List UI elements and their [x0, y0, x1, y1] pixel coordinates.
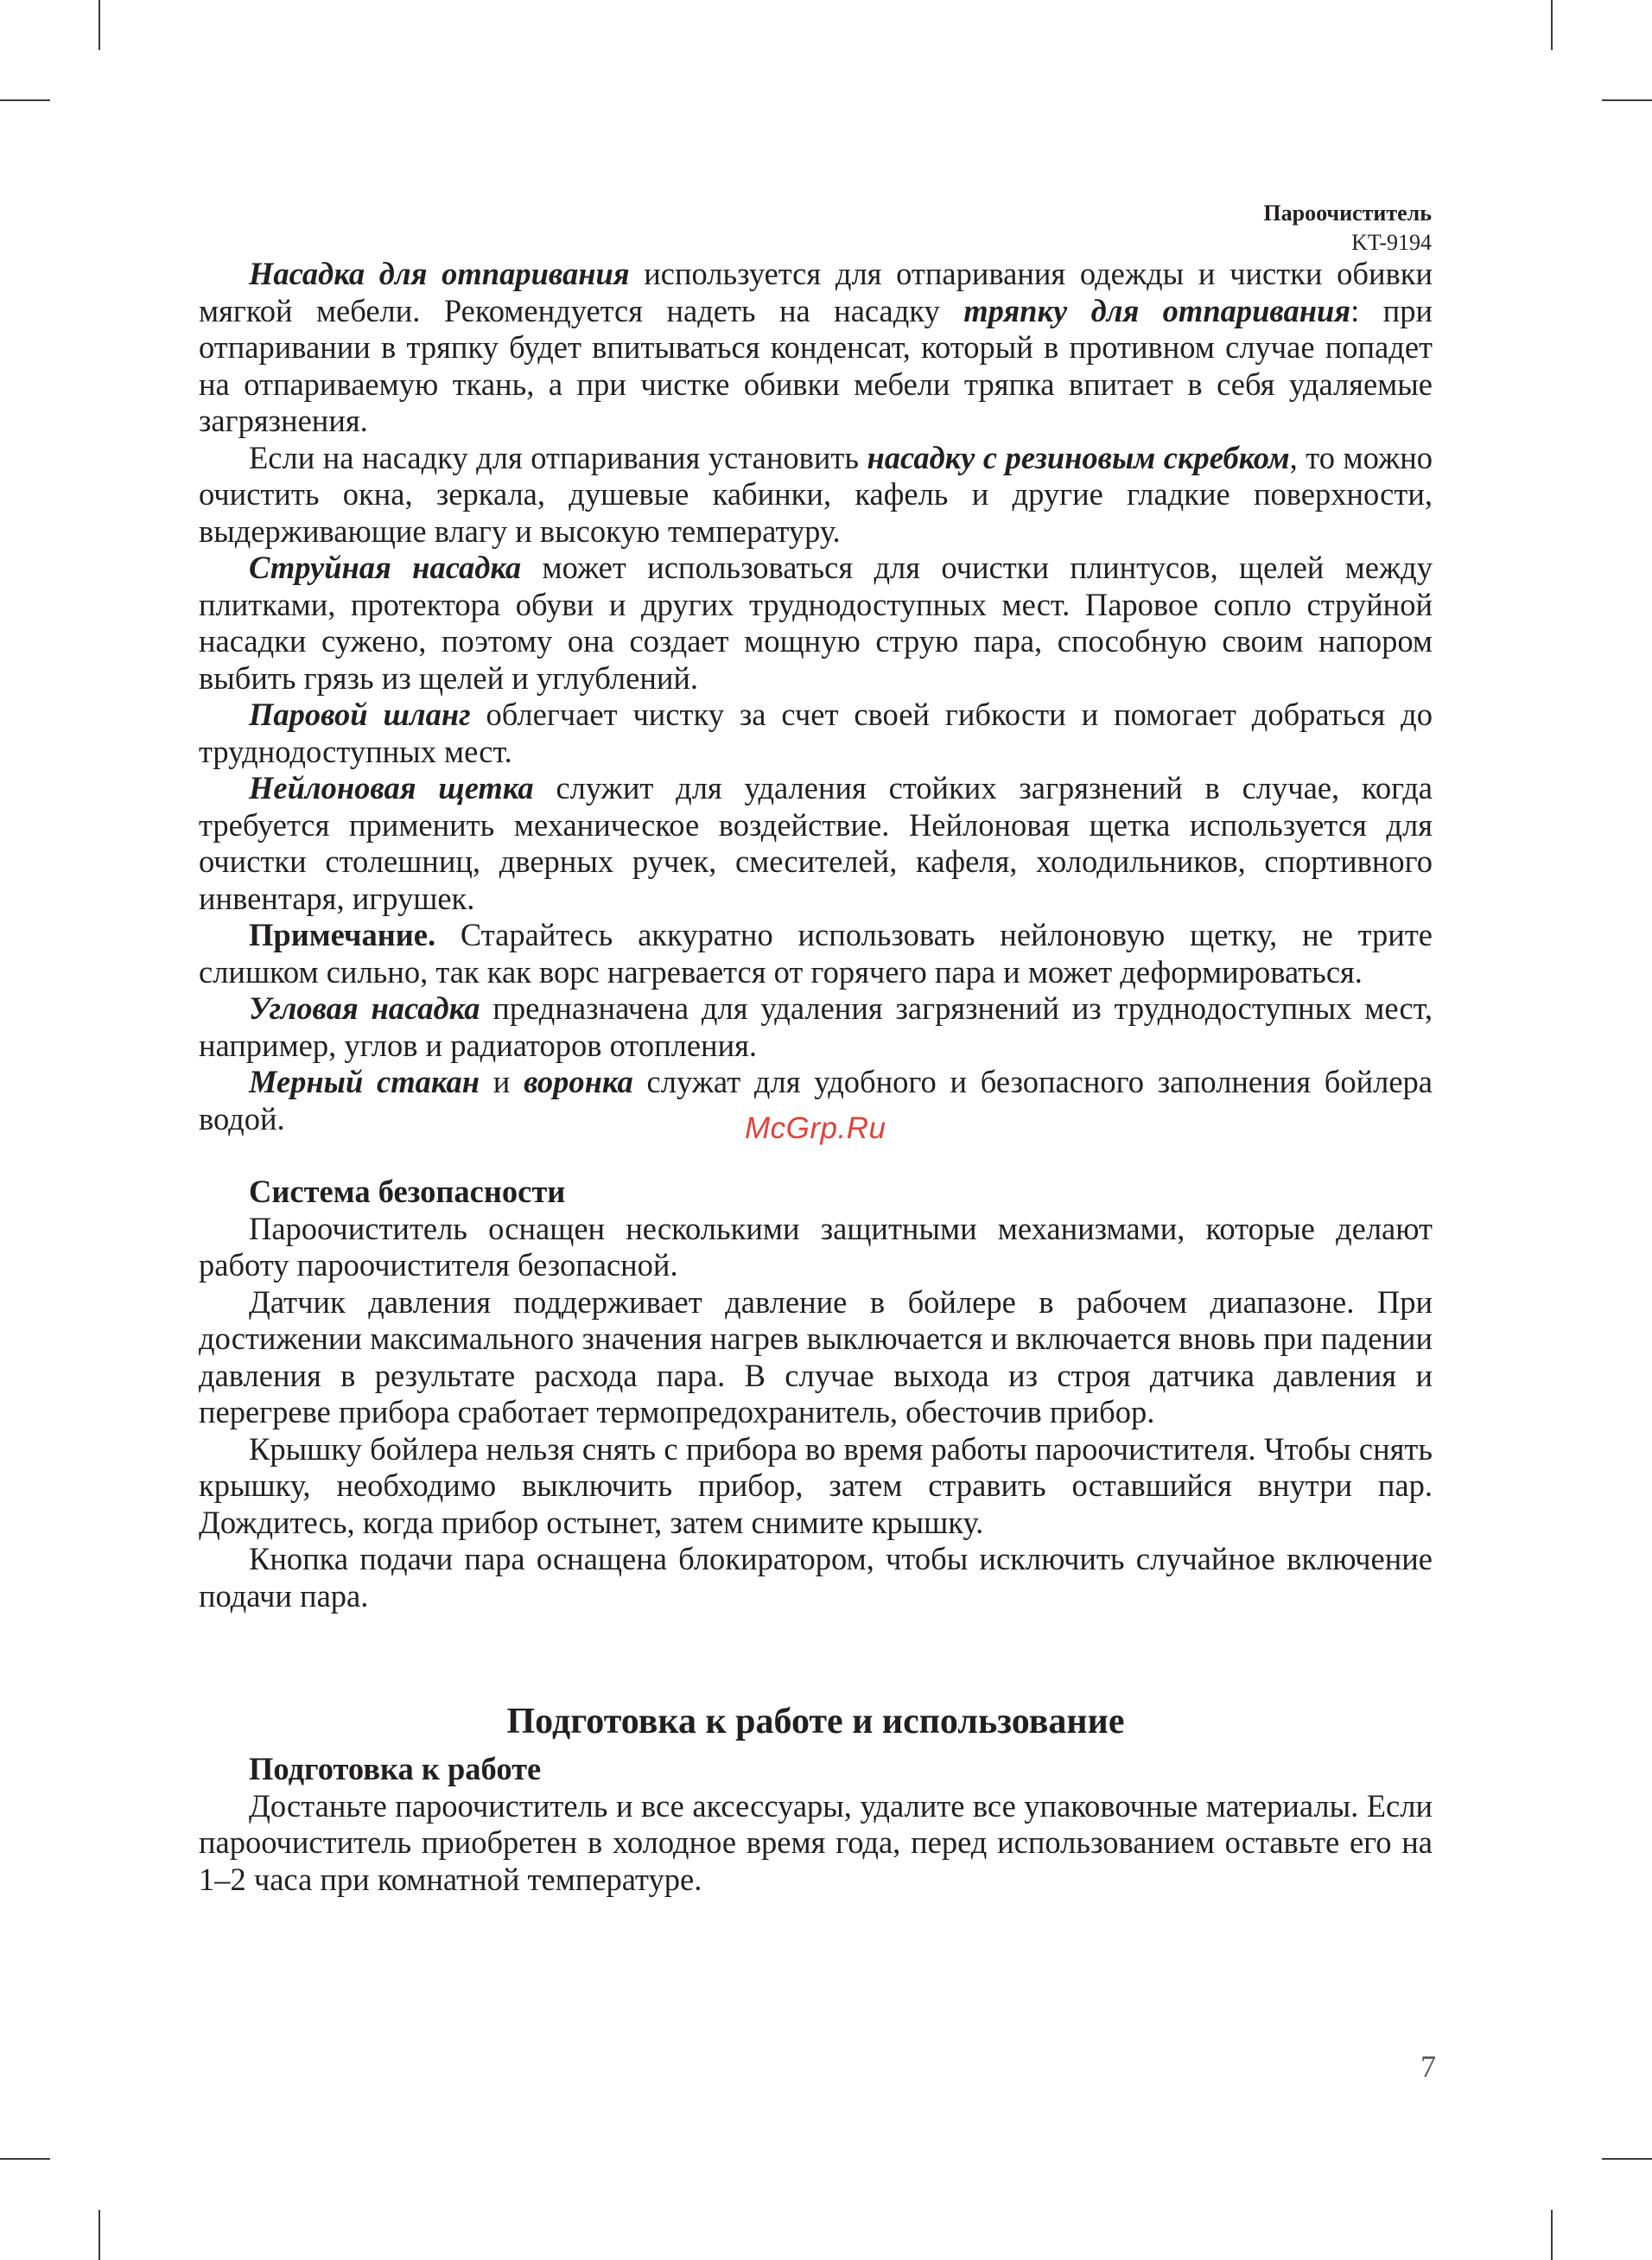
- note-label: Примечание.: [249, 917, 436, 952]
- crop-mark: [1602, 99, 1652, 101]
- term-steam-hose: Паровой шланг: [249, 697, 471, 732]
- page-number: 7: [1420, 2049, 1436, 2084]
- term-rubber-scraper: насадку с резиновым скребком: [867, 439, 1290, 475]
- text: Если на насадку для отпаривания установить: [249, 439, 867, 475]
- safety-heading: Система безопасности: [249, 1174, 566, 1209]
- paragraph-corner-nozzle: [199, 990, 1433, 1064]
- crop-mark: [1551, 0, 1553, 50]
- text: Старайтесь аккуратно использовать нейлоновую щетку, не трите слишком сильно, так как ворс нагревается от горячего пара и может деформироваться.: [199, 917, 1433, 990]
- term-steaming-cloth: тряпку для отпаривания: [963, 292, 1351, 328]
- text: может использоваться для очистки плинтусов, щелей между плитками, протектора обуви и других труднодоступных мест. Паровое сопло струйной насадки сужено, поэтому она создает мощную струю пара, способную своим напором выбить грязь из щелей и углублений.: [199, 550, 1433, 696]
- text: служат для удобного и безопасного заполнения бойлера водой.: [199, 1064, 1433, 1136]
- crop-mark: [98, 2210, 100, 2260]
- crop-mark: [0, 99, 50, 101]
- header-product-title: Пароочиститель: [1263, 201, 1432, 226]
- paragraph-nylon-brush: [199, 770, 1433, 917]
- term-measuring-cup: Мерный стакан: [249, 1064, 480, 1099]
- crop-mark: [98, 0, 100, 50]
- term-corner-nozzle: Угловая насадка: [249, 990, 480, 1026]
- text: облегчает чистку за счет своей гибкости и помогает добраться до труднодоступных мест.: [199, 697, 1433, 769]
- safety-paragraph: Датчик давления поддерживает давление в бойлере в рабочем диапазоне. При достижении максимального значения нагрев выключается и включается вновь при падении давления в результате расхода пара. В случае выхода из строя датчика давления и перегреве прибора сработает термопредохранитель, обесточив прибор.: [199, 1283, 1433, 1429]
- text: предназначена для удаления загрязнений из труднодоступных мест, например, углов и радиаторов отопления.: [199, 990, 1433, 1063]
- header-model: KT-9194: [1351, 230, 1432, 255]
- term-steam-nozzle: Насадка для отпаривания: [249, 256, 630, 291]
- text: и: [480, 1064, 524, 1099]
- term-nylon-brush: Нейлоновая щетка: [249, 770, 534, 805]
- text: используется для отпаривания одежды и чистки обивки мягкой мебели. Рекомендуется надеть на насадку: [199, 256, 1433, 328]
- term-jet-nozzle: Струйная насадка: [249, 550, 522, 585]
- watermark: McGrp.Ru: [745, 1111, 886, 1145]
- running-header: [1263, 199, 1432, 258]
- text: , то можно очистить окна, зеркала, душевые кабинки, кафель и другие гладкие поверхности, выдерживающие влагу и высокую температуру.: [199, 439, 1433, 549]
- text: служит для удаления стойких загрязнений в случае, когда требуется применить механическое воздействие. Нейлоновая щетка используется для очистки столешниц, дверных ручек, смесителей, кафеля, холодильников, спортивного инвентаря, игрушек.: [199, 770, 1433, 916]
- safety-paragraph: Пароочиститель оснащен несколькими защитными механизмами, которые делают работу пароочистителя безопасной.: [199, 1210, 1433, 1283]
- paragraph-note: [199, 917, 1433, 990]
- paragraph-steam-nozzle: [199, 256, 1433, 440]
- section-title: Подготовка к работе и использование: [506, 1702, 1125, 1741]
- section-subheading: Подготовка к работе: [249, 1751, 542, 1786]
- text: : при отпаривании в тряпку будет впитываться конденсат, который в противном случае попадет на отпариваемую ткань, а при чистке обивки мебели тряпка впитает в себя удаляемые загрязнения.: [199, 292, 1433, 438]
- paragraph-scraper: [199, 440, 1433, 551]
- crop-mark: [1551, 2210, 1553, 2260]
- crop-mark: [1602, 2158, 1652, 2160]
- crop-mark: [0, 2158, 50, 2160]
- section-paragraph: Достаньте пароочиститель и все аксессуары, удалите все упаковочные материалы. Если пароочиститель приобретен в холодное время года, перед использованием оставьте его на 1–2 часа при комнатной температуре.: [199, 1787, 1433, 1897]
- term-funnel: воронка: [524, 1064, 633, 1099]
- safety-paragraph: Крышку бойлера нельзя снять с прибора во время работы пароочистителя. Чтобы снять крышку, необходимо выключить прибор, затем стравить оставшийся внутри пар. Дождитесь, когда прибор остынет, затем снимите крышку.: [199, 1430, 1433, 1540]
- page-body: [199, 256, 1433, 1898]
- safety-paragraph: Кнопка подачи пара оснащена блокиратором, чтобы исключить случайное включение подачи пара.: [199, 1541, 1433, 1614]
- paragraph-jet-nozzle: [199, 550, 1433, 697]
- paragraph-steam-hose: [199, 697, 1433, 770]
